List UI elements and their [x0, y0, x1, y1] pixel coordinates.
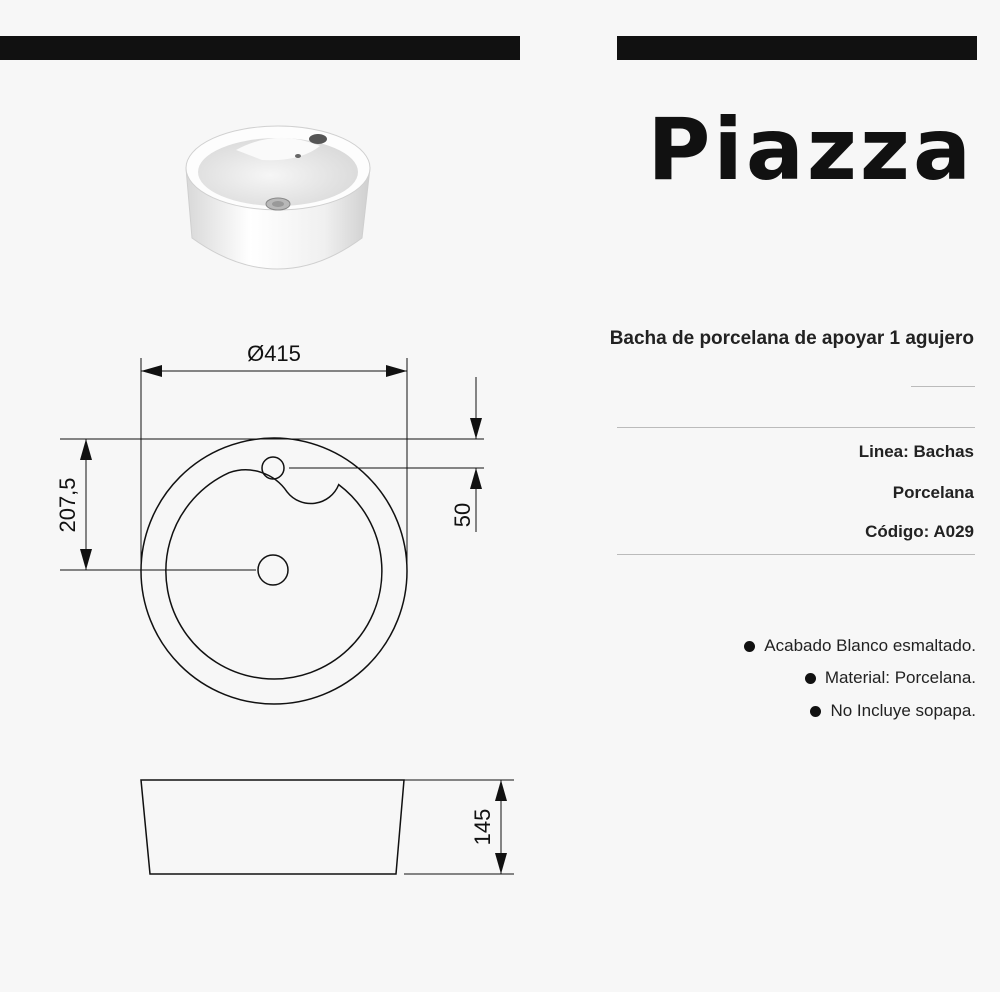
- depth-dimension: 207,5: [55, 477, 80, 533]
- dimension-lines: [60, 358, 514, 874]
- divider-short: [911, 386, 975, 387]
- product-title: Piazza: [647, 100, 974, 200]
- hole-offset-dimension: 50: [450, 502, 475, 528]
- spec-code: Código: A029: [865, 522, 974, 541]
- bullet-icon: [744, 641, 755, 652]
- spec-line: Linea: Bachas: [858, 442, 974, 461]
- feature-item: [805, 668, 976, 688]
- product-photo: [186, 126, 370, 269]
- feature-text: Material: Porcelana.: [824, 668, 976, 687]
- feature-text: Acabado Blanco esmaltado.: [764, 636, 976, 655]
- product-description: Bacha de porcelana de apoyar 1 agujero: [609, 328, 974, 349]
- bullet-icon: [810, 706, 821, 717]
- diameter-dimension: Ø415: [247, 341, 301, 366]
- side-view: [141, 780, 404, 874]
- feature-item: [744, 636, 976, 656]
- height-dimension: 145: [470, 808, 495, 846]
- bullet-icon: [805, 673, 816, 684]
- feature-item: [810, 701, 976, 721]
- feature-text: No Incluye sopapa.: [830, 701, 976, 720]
- divider-bottom: [617, 554, 975, 555]
- spec-material: Porcelana: [892, 483, 974, 502]
- divider-top: [617, 427, 975, 428]
- top-view: [141, 438, 407, 704]
